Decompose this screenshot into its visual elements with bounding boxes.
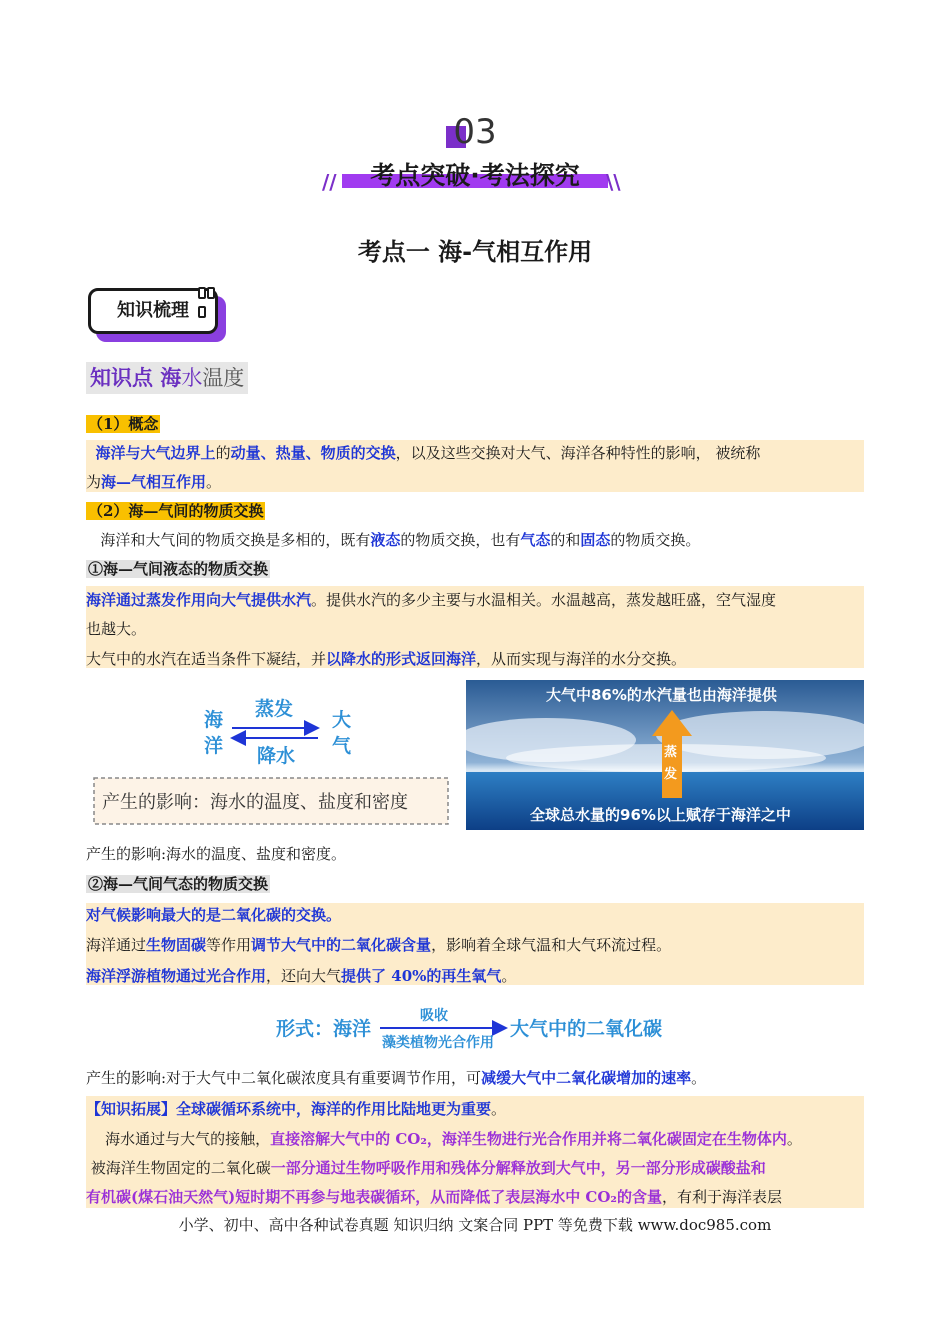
exchange-intro: 海洋和大气间的物质交换是多相的，既有液态的物质交换，也有气态的和固态的物质交换。 [100, 531, 701, 549]
extension-line-4: 有机碳(煤石油天然气)短时期不再参与地表碳循环，从而降低了表层海水中 CO₂的含量，有利于海洋表层 [86, 1188, 783, 1206]
co2-target: 大气中的二氧化碳 [510, 1018, 663, 1040]
concept-line-1: 海洋与大气边界上的动量、热量、物质的交换，以及这些交换对大气、海洋各种特性的影响， 被统称 [95, 444, 761, 462]
co2-arrow-bottom: 藻类植物光合作用 [382, 1035, 494, 1051]
gas-line-3: 海洋浮游植物通过光合作用，还向大气提供了 40%的再生氧气。 [86, 967, 517, 985]
evaporation-precipitation-diagram [92, 690, 452, 830]
liquid-line-1: 海洋通过蒸发作用向大气提供水汽。提供水汽的多少主要与水温相关。水温越高，蒸发越旺盛，空气湿度 [86, 591, 777, 609]
gas-effect: 产生的影响:对于大气中二氧化碳浓度具有重要调节作用，可减缓大气中二氧化碳增加的速率。 [86, 1069, 707, 1087]
extension-line-2: 海水通过与大气的接触，直接溶解大气中的 CO₂，海洋生物进行光合作用并将二氧化碳固定在生物体内。 [105, 1130, 802, 1148]
liquid-heading: ①海—气间液态的物质交换 [88, 560, 269, 578]
extension-line-3: 被海洋生物固定的二氧化碳一部分通过生物呼吸作用和残体分解释放到大气中，另一部分形成碳酸盐和 [90, 1159, 766, 1177]
ocean-label-2: 洋 [204, 735, 224, 757]
liquid-line-2: 也越大。 [86, 620, 147, 638]
section-title-right-slash: \\ [606, 170, 621, 194]
badge-binder-rings [198, 284, 218, 290]
gas-line-1: 对气候影响最大的是二氧化碳的交换。 [86, 906, 342, 924]
evaporation-label: 蒸发 [255, 698, 294, 720]
knowledge-point-title: 知识点 海水温度 [86, 362, 248, 394]
co2-absorption-diagram [270, 1000, 690, 1060]
atmosphere-label-2: 气 [332, 735, 352, 757]
concept-line-2: 为海—气相互作用。 [86, 473, 222, 491]
knowledge-badge: 知识梳理 [88, 288, 218, 334]
atmosphere-label-1: 大 [332, 709, 352, 731]
liquid-effect: 产生的影响:海水的温度、盐度和密度。 [86, 845, 347, 863]
concept-heading: （1）概念 [88, 415, 159, 433]
gas-heading: ②海—气间气态的物质交换 [88, 875, 269, 893]
section-title-left-slash: // [322, 170, 337, 194]
section-title-block [322, 156, 628, 192]
exchange-heading: （2）海—气间的物质交换 [88, 502, 264, 520]
gas-line-2: 海洋通过生物固碳等作用调节大气中的二氧化碳含量，影响着全球气温和大气环流过程。 [86, 936, 672, 954]
co2-arrow-top: 吸收 [420, 1008, 448, 1024]
co2-form-label: 形式：海洋 [276, 1018, 372, 1040]
topic-title: 考点一 海-气相互作用 [357, 238, 593, 266]
extension-line-1: 【知识拓展】全球碳循环系统中，海洋的作用比陆地更为重要。 [86, 1100, 507, 1118]
precipitation-label: 降水 [257, 745, 296, 767]
photo-bottom-caption: 全球总水量的96%以上赋存于海洋之中 [530, 806, 791, 824]
ocean-sky-photo [466, 680, 864, 830]
section-title: 考点突破·考法探究 [370, 161, 580, 190]
page-footer: 小学、初中、高中各种试卷真题 知识归纳 文案合同 PPT 等免费下载 www.doc985.com [178, 1216, 772, 1234]
ocean-label-1: 海 [204, 709, 224, 731]
arrow-label-2: 发 [664, 767, 678, 782]
photo-top-caption: 大气中86%的水汽量也由海洋提供 [546, 686, 777, 704]
arrow-label-1: 蒸 [664, 745, 678, 760]
effect-box-text: 产生的影响：海水的温度、盐度和密度 [102, 792, 408, 813]
section-number: 03 [453, 112, 497, 152]
liquid-line-3: 大气中的水汽在适当条件下凝结，并以降水的形式返回海洋，从而实现与海洋的水分交换。 [86, 650, 687, 668]
